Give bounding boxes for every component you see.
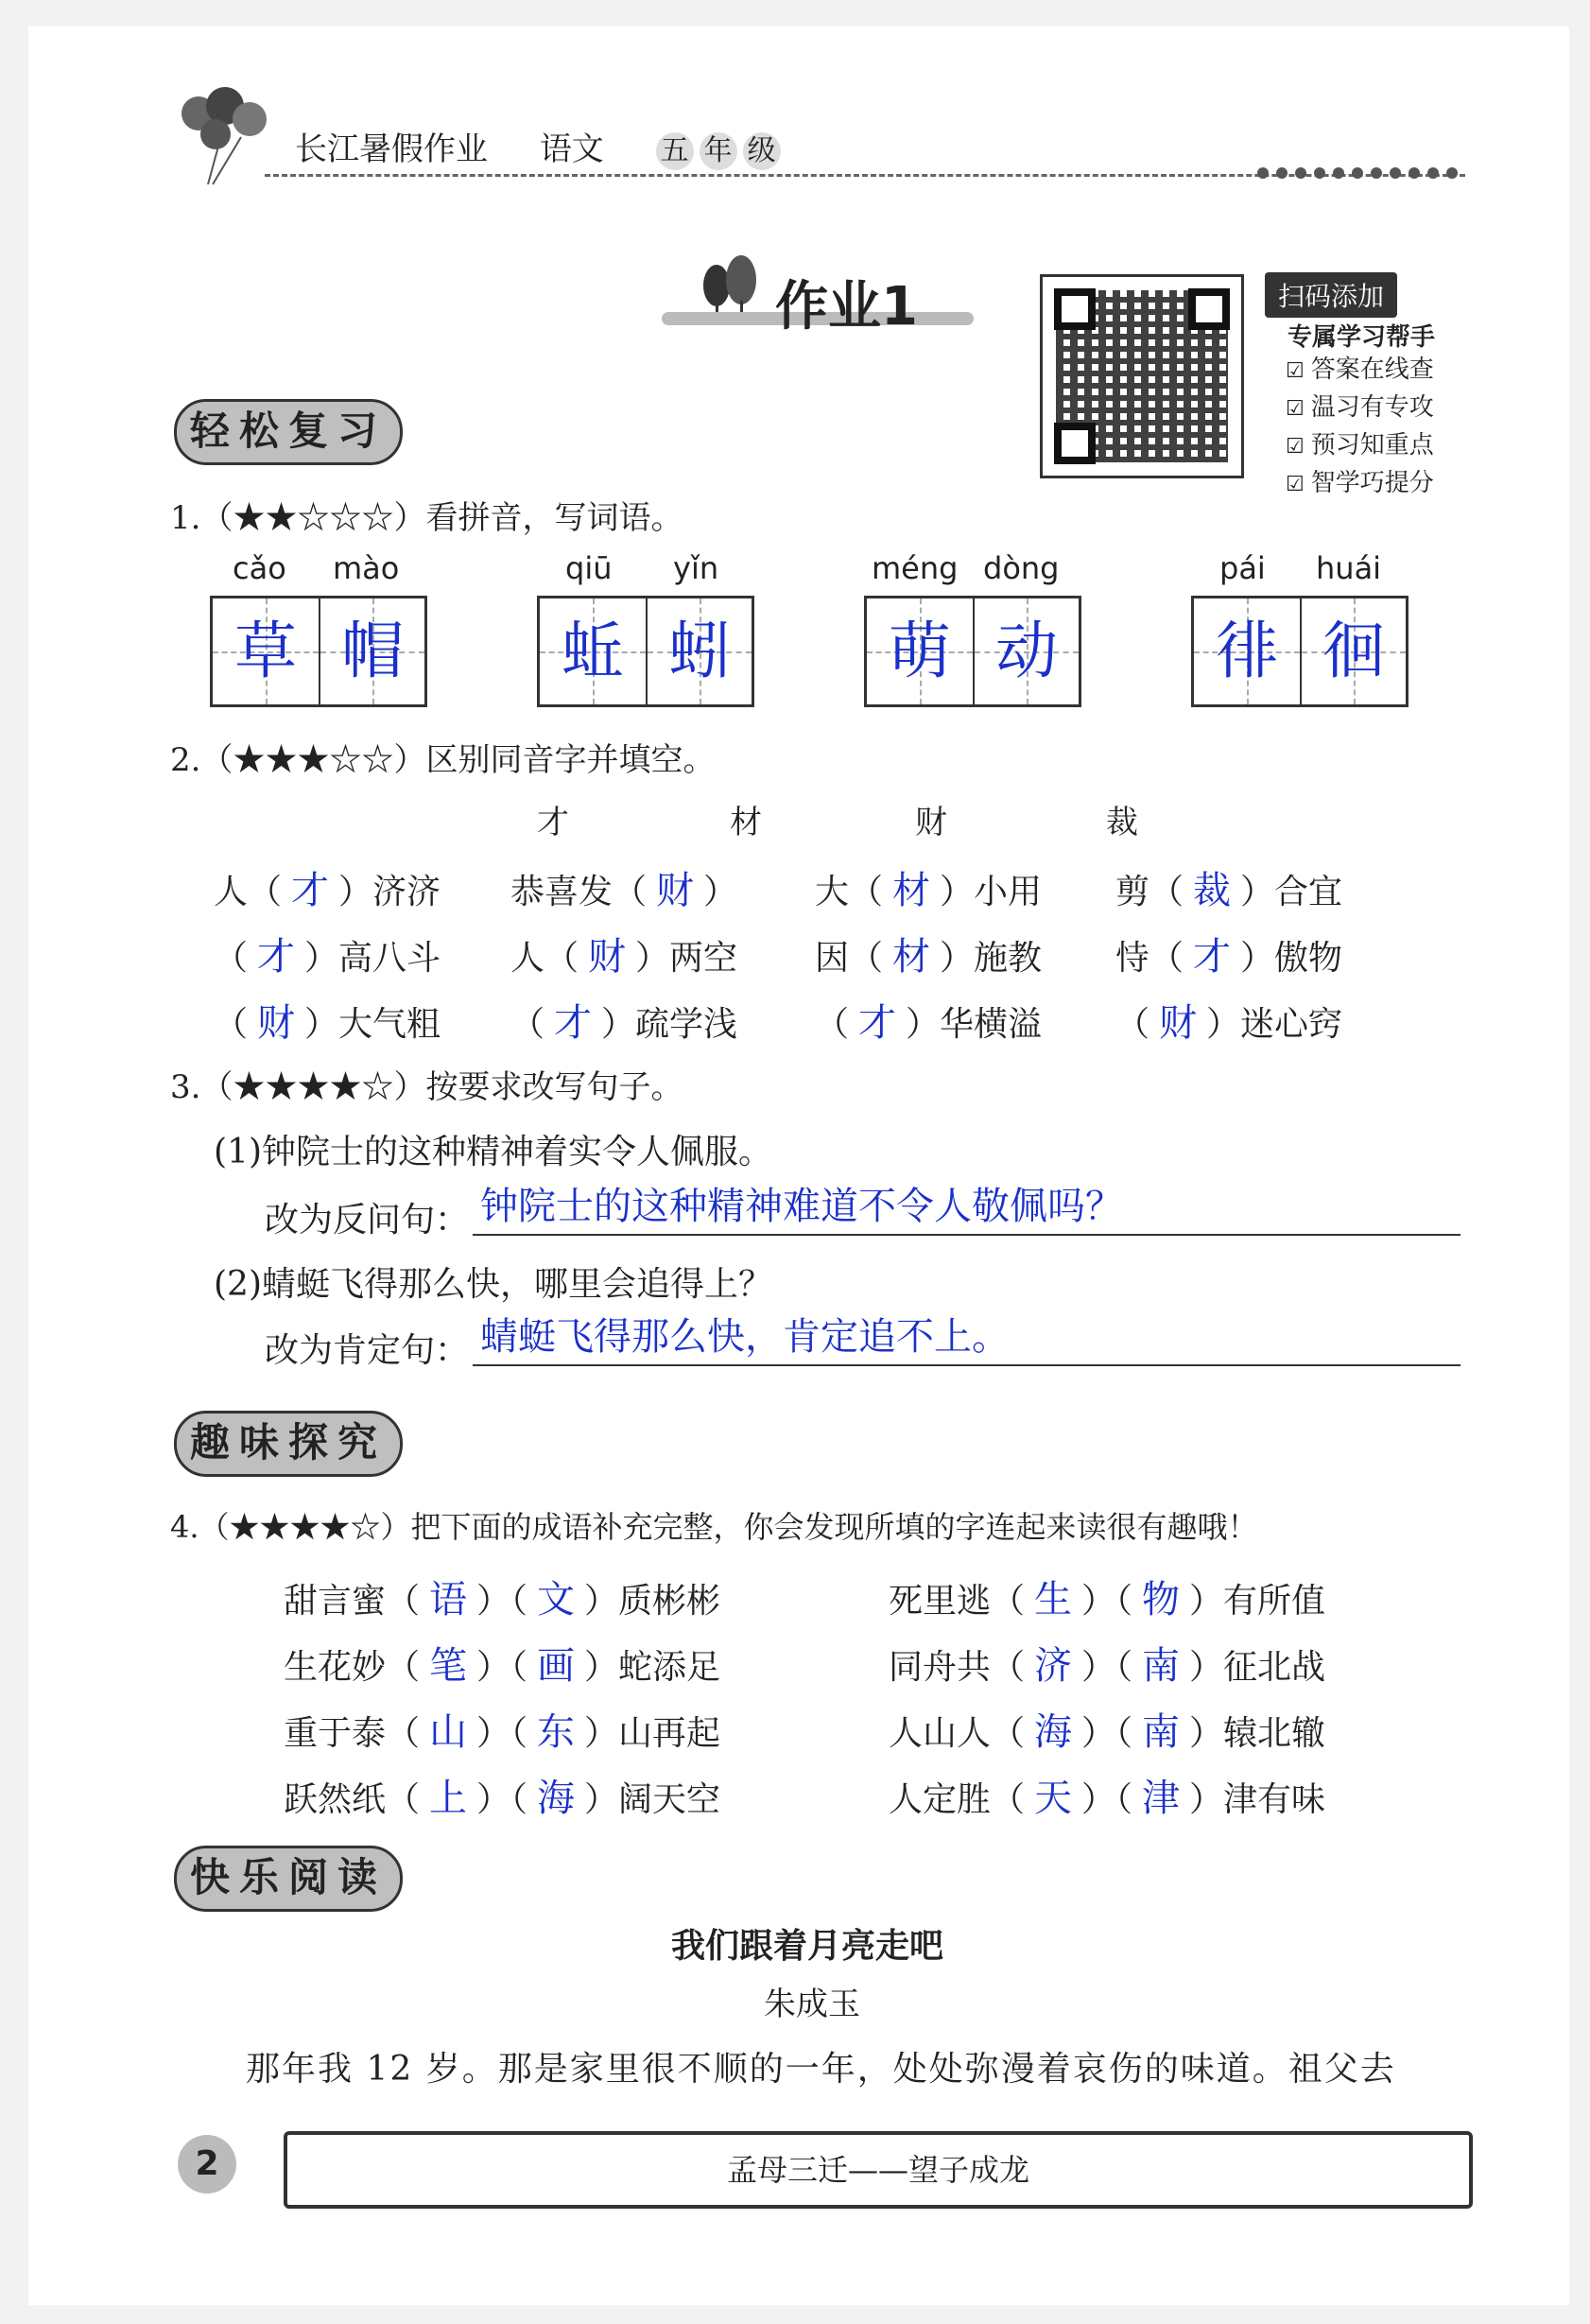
answer-char: 蚓 [668,615,731,687]
idiom-text: ）征北战 [1189,1648,1326,1687]
idiom-text: ）山再起 [584,1714,721,1753]
homophone-option: 财 [915,804,947,841]
idiom-text: （ [214,1005,249,1044]
idiom-text: ）（ [476,1582,528,1621]
filled-answer: 才 [554,1001,593,1045]
filled-answer: 津 [1142,1777,1181,1820]
balloons-logo [170,85,274,189]
idiom-fill-item [510,927,737,980]
filled-answer: 裁 [1193,869,1232,912]
homophone-option: 才 [537,804,569,841]
filled-answer: 材 [892,935,931,979]
pinyin: huái [1316,550,1382,586]
idiom-text: ）两空 [635,939,738,978]
idiom-text: ）（ [1081,1714,1133,1753]
q3-label-1: 改为反问句： [265,1201,470,1240]
filled-answer: 才 [257,935,296,979]
idiom-text: ）疏学浅 [601,1005,738,1044]
word-grid [864,596,1081,707]
idiom-fill-item [1115,860,1342,914]
qr-code[interactable] [1040,274,1244,478]
pinyin: dòng [983,550,1060,586]
grade-char: 年 [700,132,737,170]
idiom-text: ）有所值 [1189,1582,1326,1621]
idiom-text: 人定胜（ [889,1780,1026,1819]
answer-line [473,1364,1460,1366]
word-grid [537,596,754,707]
q4-prompt: 4.（★★★★☆）把下面的成语补充完整，你会发现所填的字连起来读很有趣哦！ [170,1509,1258,1545]
answer-char: 萌 [889,615,951,687]
idiom-chain-item [889,1570,1325,1623]
filled-answer: 财 [588,935,627,979]
q3-label-2: 改为肯定句： [265,1331,470,1370]
qr-subtitle: 专属学习帮手 [1288,323,1436,352]
idiom-text: （ [1115,1005,1150,1044]
idiom-text: ）质彬彬 [584,1582,721,1621]
idiom-text: ）华横溢 [906,1005,1043,1044]
filled-answer: 画 [537,1644,576,1688]
pinyin: cǎo [233,550,286,586]
filled-answer: 济 [1034,1644,1073,1688]
pinyin: yǐn [673,550,719,586]
idiom-chain-item [284,1636,720,1690]
filled-answer: 山 [429,1710,468,1754]
idiom-text: 甜言蜜（ [284,1582,421,1621]
idiom-text: （ [815,1005,850,1044]
grade-label [656,130,786,168]
idiom-text: ）（ [476,1714,528,1753]
answer-char: 蚯 [562,615,624,687]
qr-label: 扫码添加 [1265,272,1397,318]
qr-feature: ☑ 智学巧提分 [1286,465,1434,503]
idiom-text: ）合宜 [1240,873,1343,911]
filled-answer: 财 [1159,1001,1198,1045]
story-title: 我们跟着月亮走吧 [671,1926,944,1966]
idiom-text: 重于泰（ [284,1714,421,1753]
page-number: 2 [178,2135,236,2194]
word-grid [210,596,427,707]
idiom-text: 死里逃（ [889,1582,1026,1621]
section-heading-review [174,399,399,461]
idiom-text: 跃然纸（ [284,1780,421,1819]
idiom-text: ）（ [1081,1582,1133,1621]
idiom-text: 剪（ [1115,873,1184,911]
idiom-text: 人山人（ [889,1714,1026,1753]
idiom-text: 人（ [510,939,579,978]
idiom-text: 恃（ [1115,939,1184,978]
word-grid [1191,596,1409,707]
section-title: 轻松复习 [174,399,403,465]
idiom-text: 生花妙（ [284,1648,421,1687]
idiom-text: 因（ [815,939,884,978]
filled-answer: 笔 [429,1644,468,1688]
idiom-text: 恭喜发（ [510,873,648,911]
filled-answer: 才 [291,869,330,912]
idiom-fill-item [214,993,441,1047]
homophone-option: 裁 [1106,804,1138,841]
pinyin: mào [333,550,400,586]
idiom-chain-item [889,1768,1325,1822]
idiom-fill-item [214,860,441,914]
idiom-fill-item [510,860,737,914]
q3-sentence-2: (2)蜻蜓飞得那么快，哪里会追得上？ [214,1265,772,1304]
filled-answer: 南 [1142,1644,1181,1688]
story-author: 朱成玉 [764,1986,860,2023]
q1-prompt: 1.（★★☆☆☆）看拼音，写词语。 [170,499,683,537]
answer-line [473,1234,1460,1236]
idiom-text: 人（ [214,873,283,911]
filled-answer: 财 [656,869,695,912]
filled-answer: 财 [257,1001,296,1045]
idiom-text: 大（ [815,873,884,911]
subject-name: 语文 [539,130,604,168]
q2-prompt: 2.（★★★☆☆）区别同音字并填空。 [170,741,716,779]
idiom-text: ）傲物 [1240,939,1343,978]
qr-feature: ☑ 预习知重点 [1286,427,1434,465]
idiom-text: ）（ [476,1780,528,1819]
filled-answer: 南 [1142,1710,1181,1754]
idiom-fill-item [214,927,441,980]
idiom-text: 同舟共（ [889,1648,1026,1687]
idiom-chain-item [284,1570,720,1623]
filled-answer: 材 [892,869,931,912]
idiom-text: ）（ [1081,1648,1133,1687]
idiom-fill-item [815,860,1042,914]
idiom-text: ）济济 [338,873,441,911]
idiom-text: ）津有味 [1189,1780,1326,1819]
footer-motto: 孟母三迁——望子成龙 [284,2131,1473,2209]
filled-answer: 海 [1034,1710,1073,1754]
idiom-text: ）高八斗 [304,939,441,978]
answer-char: 徘 [1216,615,1278,687]
header-dots [1257,165,1465,182]
idiom-fill-item [1115,927,1342,980]
idiom-text: ） [703,873,738,911]
answer-char: 草 [234,615,297,687]
idiom-chain-item [889,1636,1325,1690]
filled-answer: 天 [1034,1777,1073,1820]
idiom-text: ）小用 [940,873,1043,911]
idiom-text: ）阔天空 [584,1780,721,1819]
idiom-fill-item [1115,993,1342,1047]
header [295,123,828,170]
pinyin: qiū [565,550,613,586]
q3-answer-1: 钟院士的这种精神难道不令人敬佩吗？ [480,1185,1123,1228]
idiom-text: ）（ [1081,1780,1133,1819]
qr-feature: ☑ 答案在线查 [1286,352,1434,390]
filled-answer: 才 [858,1001,897,1045]
homophone-option: 材 [730,804,762,841]
idiom-chain-item [284,1768,720,1822]
filled-answer: 物 [1142,1578,1181,1622]
section-heading-reading [174,1846,399,1908]
idiom-text: ）蛇添足 [584,1648,721,1687]
q3-sentence-1: (1)钟院士的这种精神着实令人佩服。 [214,1133,772,1171]
qr-feature-list [1286,352,1434,503]
filled-answer: 东 [537,1710,576,1754]
q3-answer-2: 蜻蜓飞得那么快，肯定追不上。 [480,1315,1010,1359]
idiom-fill-item [815,993,1042,1047]
grade-char: 级 [743,132,781,170]
grade-char: 五 [656,132,694,170]
section-title: 快乐阅读 [174,1846,403,1912]
answer-char: 徊 [1322,615,1385,687]
idiom-text: ）迷心窍 [1206,1005,1343,1044]
idiom-chain-item [284,1702,720,1756]
idiom-text: ）（ [476,1648,528,1687]
idiom-text: ）施教 [940,939,1043,978]
filled-answer: 海 [537,1777,576,1820]
idiom-fill-item [815,927,1042,980]
filled-answer: 语 [429,1578,468,1622]
idiom-text: （ [510,1005,545,1044]
trees-icon [698,253,773,320]
series-name: 长江暑假作业 [295,130,488,168]
idiom-fill-item [510,993,737,1047]
idiom-text: ）大气粗 [304,1005,441,1044]
idiom-text: （ [214,939,249,978]
story-paragraph: 那年我 12 岁。那是家里很不顺的一年，处处弥漫着哀伤的味道。祖父去 [246,2050,1396,2089]
idiom-chain-item [889,1702,1325,1756]
answer-char: 帽 [341,615,404,687]
filled-answer: 才 [1193,935,1232,979]
idiom-text: ）辕北辙 [1189,1714,1326,1753]
answer-char: 动 [995,615,1058,687]
pinyin: méng [872,550,959,586]
homework-title: 作业1 [775,276,918,338]
section-title: 趣味探究 [174,1411,403,1477]
filled-answer: 生 [1034,1578,1073,1622]
section-heading-explore [174,1411,399,1473]
q3-prompt: 3.（★★★★☆）按要求改写句子。 [170,1068,683,1106]
qr-feature: ☑ 温习有专攻 [1286,390,1434,427]
pinyin: pái [1219,550,1266,586]
filled-answer: 文 [537,1578,576,1622]
filled-answer: 上 [429,1777,468,1820]
